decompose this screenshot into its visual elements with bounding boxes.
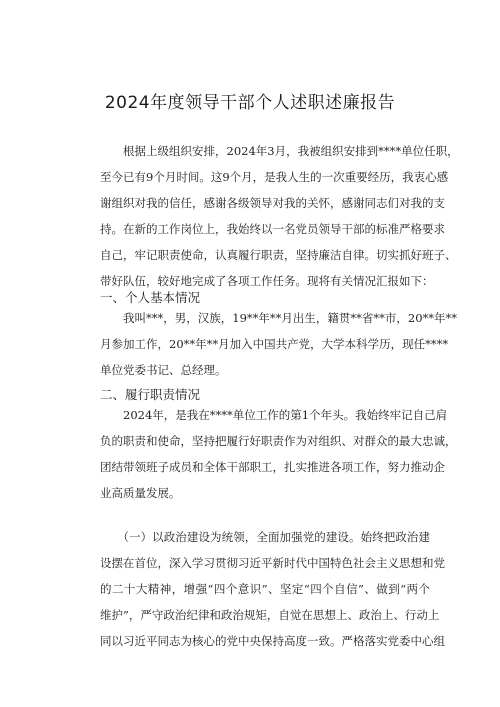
basic-info-line: 我叫***，男，汉族，19**年**月出生，籍贯**省**市，20**年** bbox=[100, 311, 458, 325]
intro-line: 谢组织对我的信任，感谢各级领导对我的关怀，感谢同志们对我的支 bbox=[100, 196, 445, 210]
intro-line: 持。在新的工作岗位上，我始终以一名党员领导干部的标准严格要求 bbox=[100, 222, 445, 236]
duties-line: 负的职责和使命，坚持把履行好职责作为对组织、对群众的最大忠诚， bbox=[100, 434, 457, 448]
duties-paragraph bbox=[100, 402, 457, 506]
political-building-line: 维护”，严守政治纪律和政治规矩，自觉在思想上、政治上、行动上 bbox=[100, 608, 440, 622]
political-building-line: 设摆在首位，深入学习贯彻习近平新时代中国特色社会主义思想和党 bbox=[100, 556, 445, 570]
basic-info-line: 单位党委书记、总经理。 bbox=[100, 363, 227, 377]
intro-line: 自己，牢记职责使命，认真履行职责，坚持廉洁自律。切实抓好班子、 bbox=[100, 248, 457, 262]
political-building-line: 同以习近平同志为核心的党中央保持高度一致。严格落实党委中心组 bbox=[100, 634, 445, 648]
duties-line: 2024年，是我在****单位工作的第1个年头。我始终牢记自己肩 bbox=[100, 408, 448, 422]
duties-line: 业高质量发展。 bbox=[100, 486, 181, 500]
intro-line: 根据上级组织安排，2024年3月，我被组织安排到****单位任职， bbox=[100, 144, 459, 158]
basic-info-paragraph bbox=[100, 305, 458, 383]
section-heading-basic-info: 一、个人基本情况 bbox=[100, 290, 201, 305]
intro-line: 至今已有9个月时间。这9个月，是我人生的一次重要经历，我衷心感 bbox=[100, 170, 449, 184]
intro-line: 带好队伍，较好地完成了各项工作任务。现将有关情况汇报如下： bbox=[100, 274, 434, 288]
duties-line: 团结带领班子成员和全体干部职工，扎实推进各项工作，努力推动企 bbox=[100, 460, 445, 474]
intro-paragraph bbox=[100, 138, 459, 294]
basic-info-line: 月参加工作，20**年**月加入中国共产党，大学本科学历，现任**** bbox=[100, 337, 449, 351]
section-heading-duties: 二、履行职责情况 bbox=[100, 387, 201, 402]
political-building-line: 的二十大精神，增强“四个意识”、坚定“四个自信”、做到“两个 bbox=[100, 582, 430, 596]
document-title: 2024年度领导干部个人述职述廉报告 bbox=[104, 93, 396, 113]
political-building-line: （一）以政治建设为统领，全面加强党的建设。始终把政治建 bbox=[100, 530, 430, 544]
political-building-paragraph bbox=[100, 524, 445, 654]
